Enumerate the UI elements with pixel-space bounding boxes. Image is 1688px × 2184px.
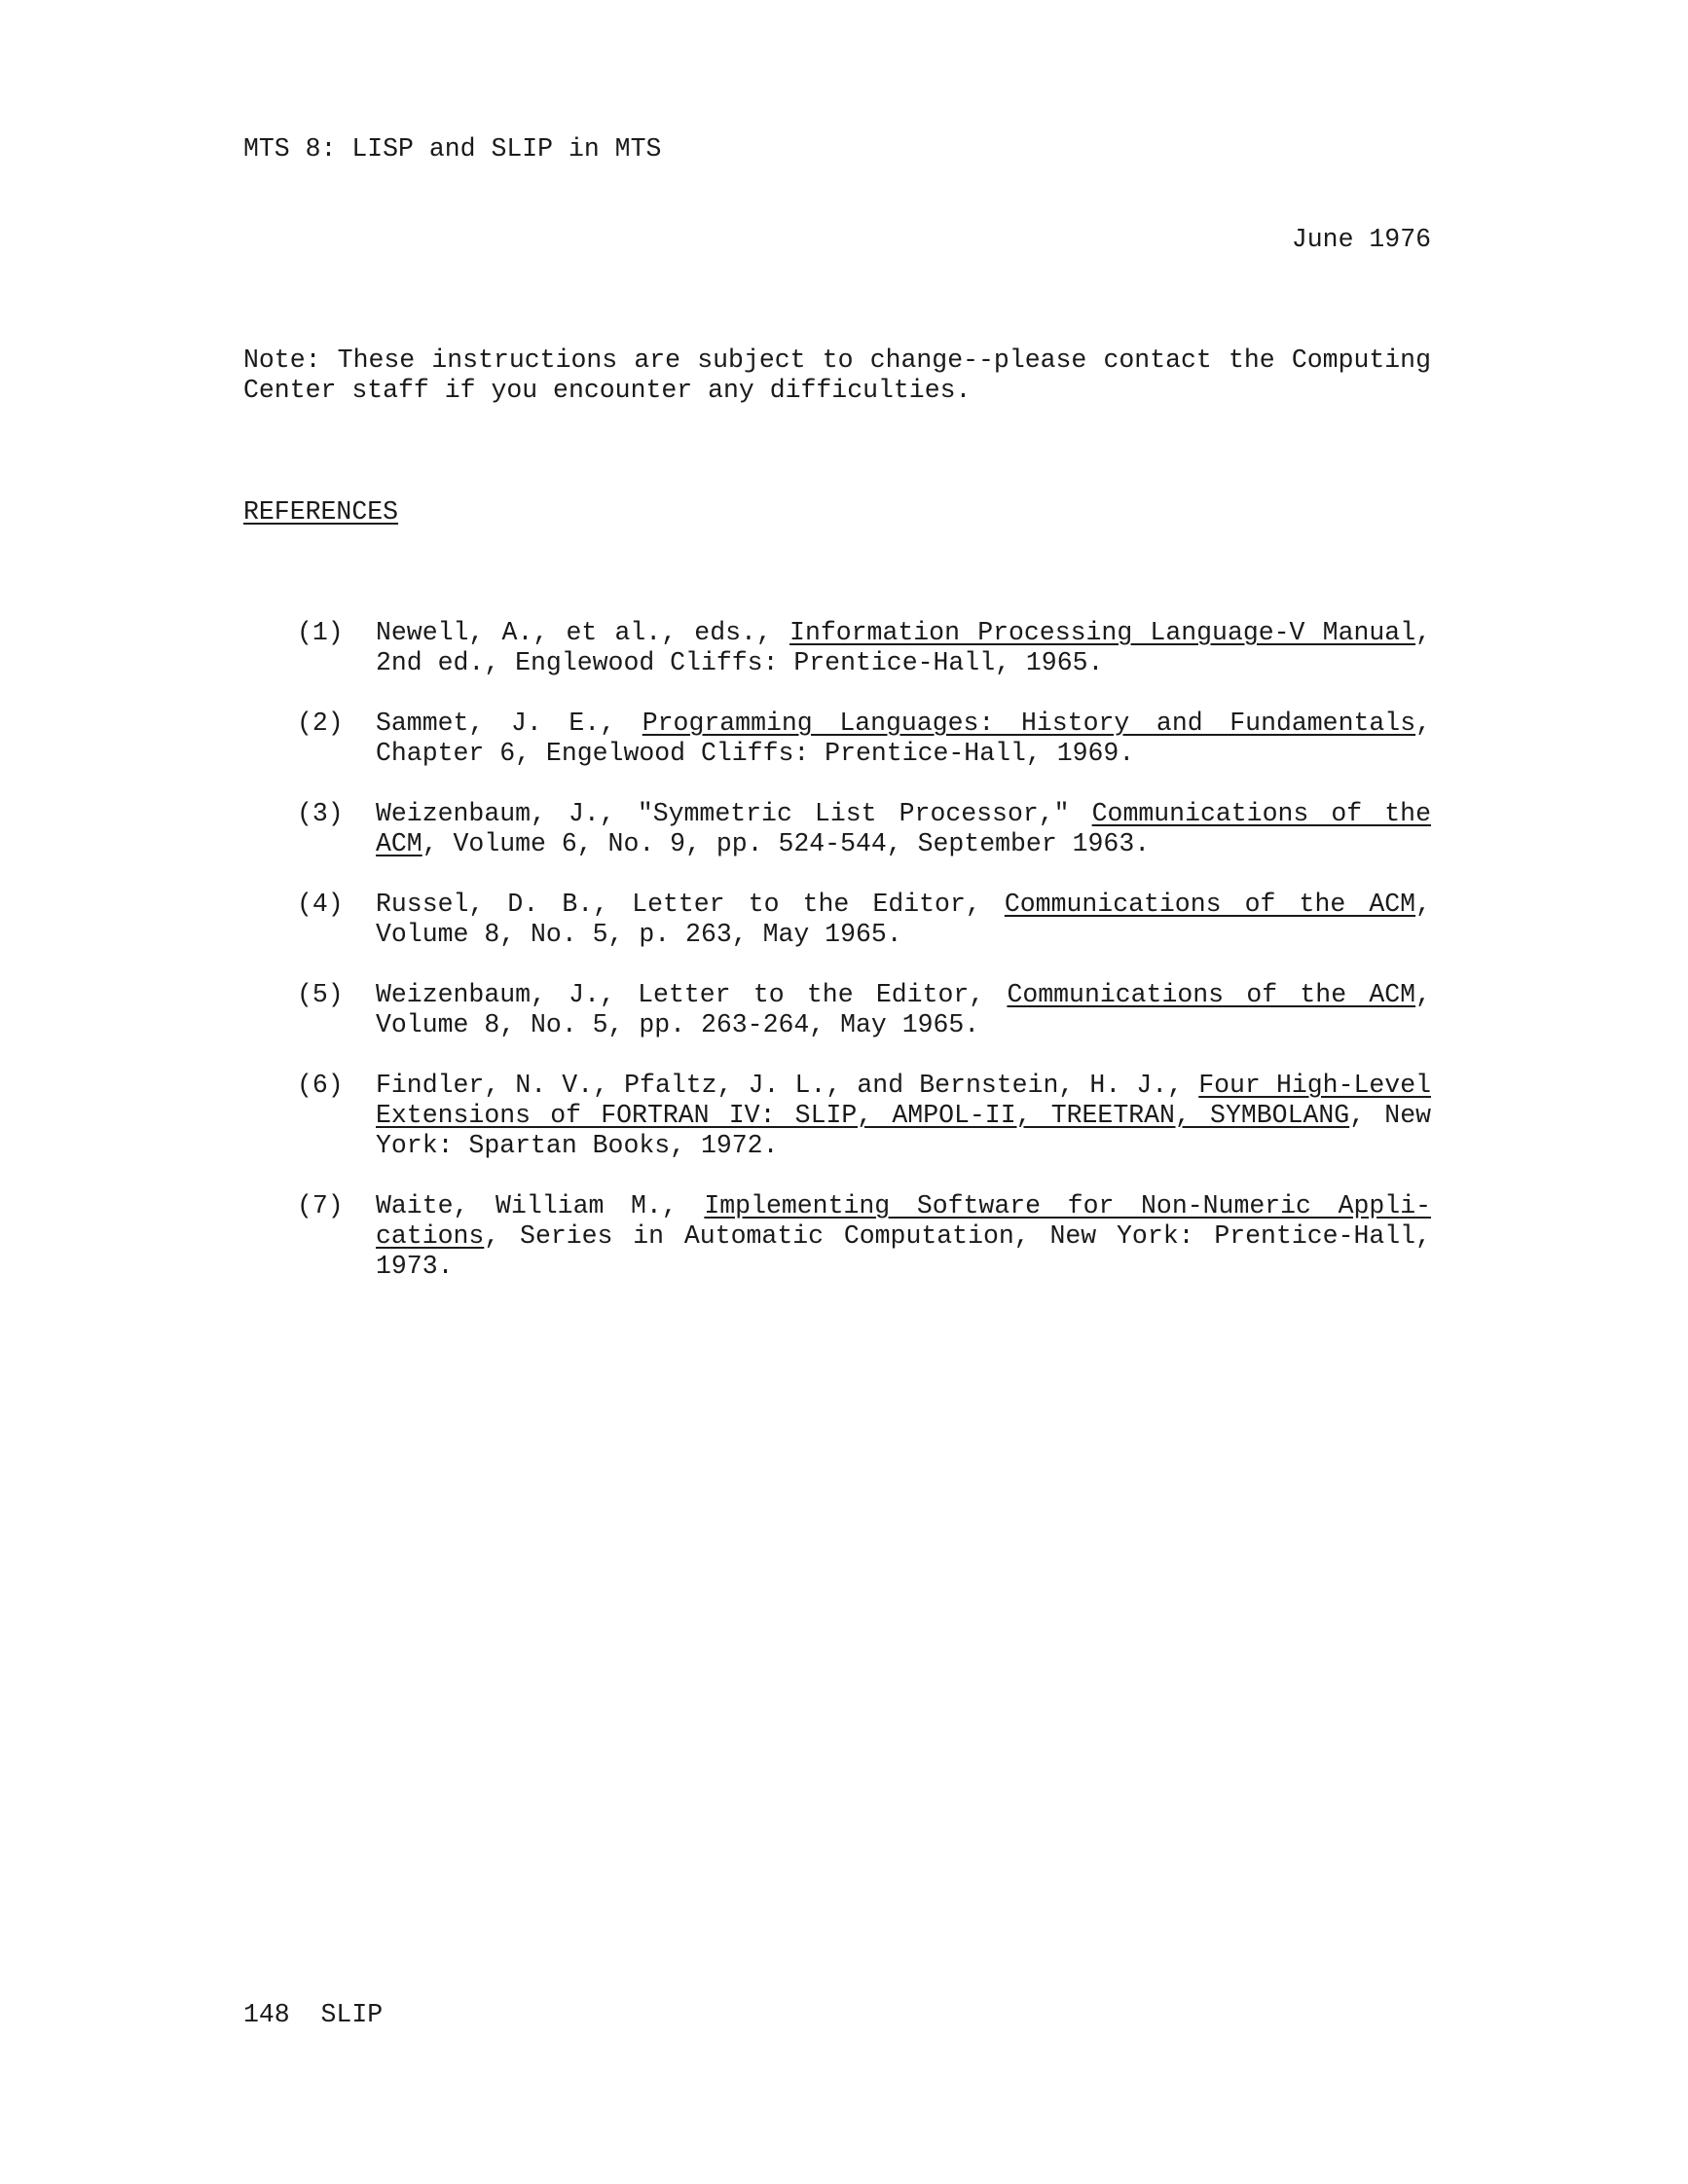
reference-title: Four High-Level Extensions of FORTRAN IV: SLIP, AMPOL-II, TREETRAN, SYMBOLANG [376,1071,1431,1130]
reference-number: (7) [297,1191,344,1220]
reference-text: Sammet, J. E., Programming Languages: History and Fundamentals, Chapter 6, Engelwood Cliffs: Prentice-Hall, 1969. [376,709,1432,768]
reference-text: Newell, A., et al., eds., Information Processing Language-V Manual, 2nd ed., Englewood Cliffs: Prentice-Hall, 1965. [376,618,1431,677]
reference-number: (1) [297,618,344,647]
page-header-date: June 1976 [1291,225,1431,254]
references-list [243,618,1431,1312]
reference-number: (3) [297,799,344,828]
reference-item [243,618,1431,678]
reference-title: Communications of the ACM [376,799,1431,858]
reference-text: Weizenbaum, J., "Symmetric List Processor," Communications of the ACM, Volume 6, No. 9, pp. 524-544, September 1963. [376,799,1431,858]
reference-number: (4) [297,890,344,919]
reference-text: Russel, D. B., Letter to the Editor, Communications of the ACM, Volume 8, No. 5, p. 263, May 1965. [376,890,1431,949]
reference-number: (2) [297,709,344,738]
reference-text: Findler, N. V., Pfaltz, J. L., and Bernstein, H. J., Four High-Level Extensions of FORTRAN IV: SLIP, AMPOL-II, TREETRAN, SYMBOLANG, New York: Spartan Books, 1972. [376,1071,1432,1160]
reference-title: Communications of the ACM [1004,890,1416,919]
reference-number: (5) [297,980,344,1009]
reference-title: Implementing Software for Non-Numeric Appli-cations [376,1191,1432,1251]
reference-item [243,1191,1431,1282]
reference-item [243,709,1431,769]
note-paragraph: Note: These instructions are subject to change--please contact the Computing Center staff if you encounter any difficulties. [243,346,1431,405]
page-header-title: MTS 8: LISP and SLIP in MTS [243,134,662,164]
reference-item [243,890,1431,950]
page-footer: 148 SLIP [243,2000,384,2029]
reference-item [243,1071,1431,1161]
reference-title: Information Processing Language-V Manual [789,618,1416,647]
reference-item [243,980,1431,1040]
reference-title: Communications of the ACM [1007,980,1416,1009]
reference-title: Programming Languages: History and Fundamentals [642,709,1416,738]
reference-number: (6) [297,1071,344,1100]
references-heading: REFERENCES [243,497,399,527]
reference-item [243,799,1431,859]
reference-text: Weizenbaum, J., Letter to the Editor, Communications of the ACM, Volume 8, No. 5, pp. 263-264, May 1965. [376,980,1431,1039]
reference-text: Waite, William M., Implementing Software for Non-Numeric Appli-cations, Series in Automatic Computation, New York: Prentice-Hall, 1973. [376,1191,1432,1281]
